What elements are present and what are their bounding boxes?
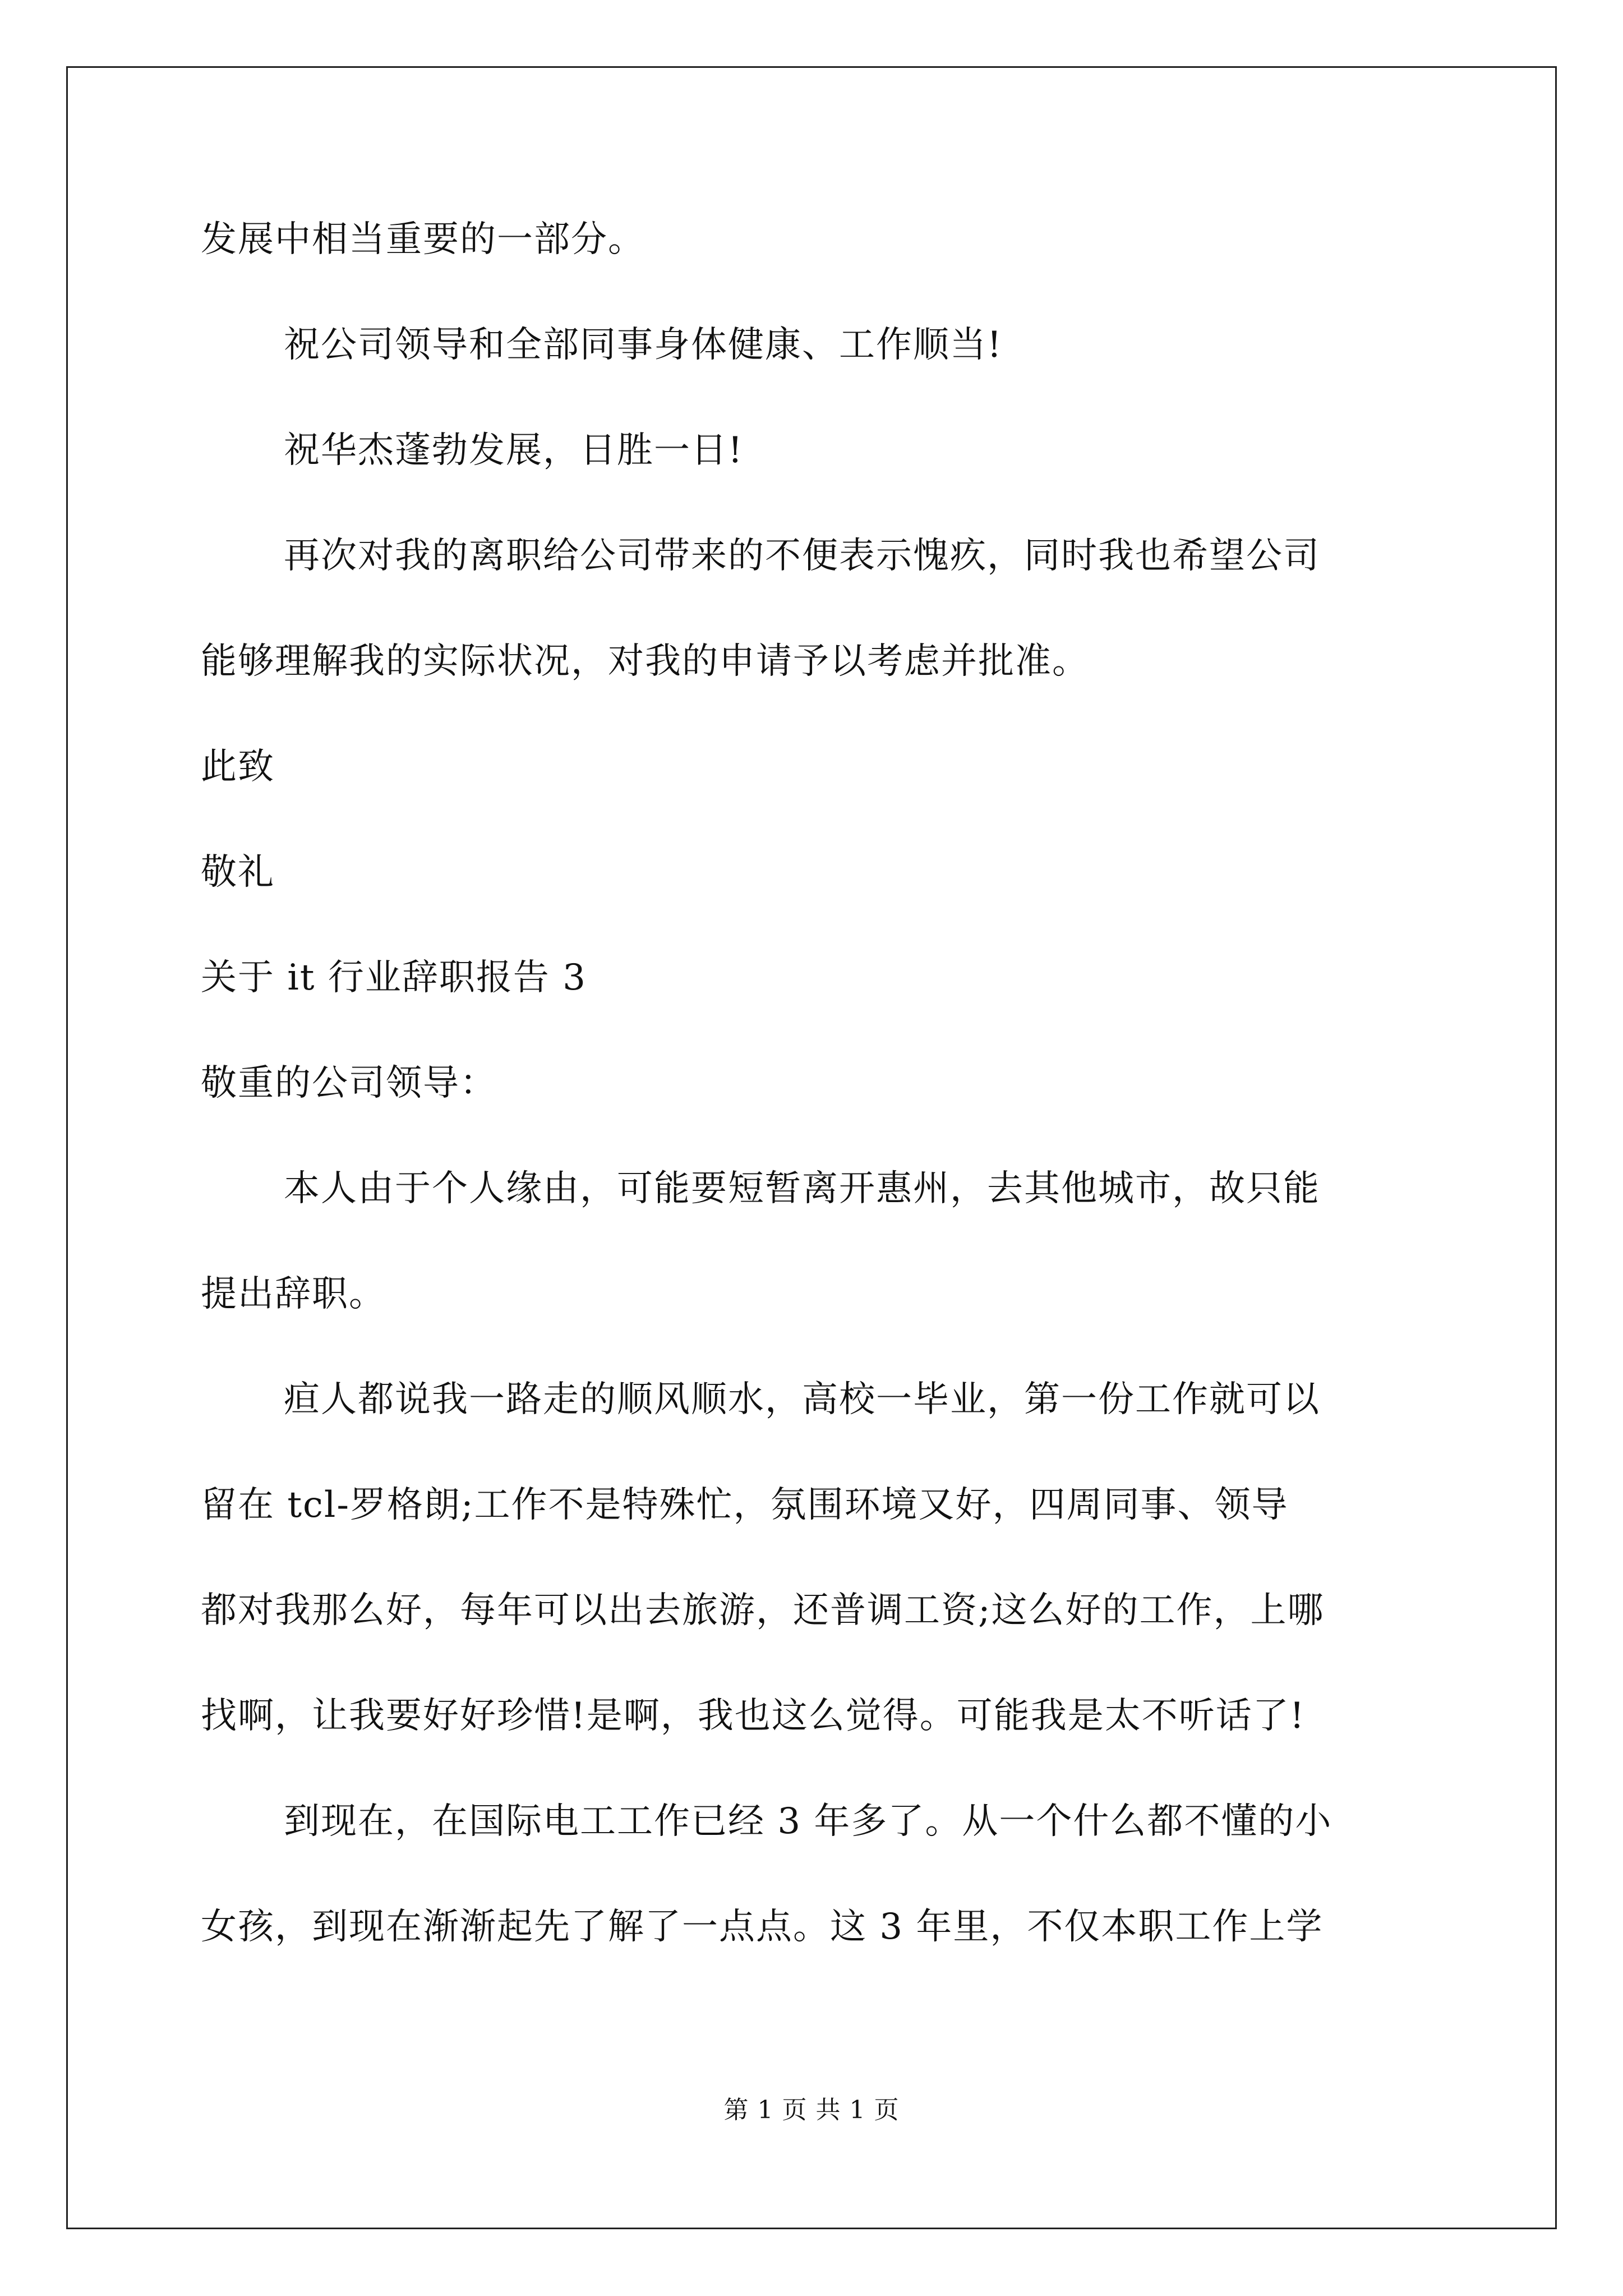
paragraph-line: 祝华杰蓬勃发展，日胜一日! <box>284 430 744 471</box>
paragraph-line: 都对我那么好，每年可以出去旅游，还普调工资;这么好的工作，上哪 <box>201 1590 1325 1631</box>
section-title: 关于 it 行业辞职报告 3 <box>201 957 587 999</box>
paragraph-line: 提出辞职。 <box>201 1273 386 1315</box>
paragraph-line: 祝公司领导和全部同事身体健康、工作顺当! <box>284 324 1003 366</box>
paragraph-line: 找啊，让我要好好珍惜!是啊，我也这么觉得。可能我是太不听话了! <box>201 1695 1306 1737</box>
page-footer: 第 1 页 共 1 页 <box>723 2096 900 2124</box>
paragraph-line: 到现在，在国际电工工作已经 3 年多了。从一个什么都不懂的小 <box>284 1801 1332 1842</box>
closing-line: 敬礼 <box>201 852 275 893</box>
salutation: 敬重的公司领导： <box>201 1062 497 1104</box>
closing-line: 此致 <box>201 746 275 788</box>
paragraph-line: 能够理解我的实际状况，对我的申请予以考虑并批准。 <box>201 641 1089 682</box>
paragraph-line: 留在 tcl-罗格朗;工作不是特殊忙，氛围环境又好，四周同事、领导 <box>201 1484 1289 1526</box>
paragraph-line: 本人由于个人缘由，可能要短暂离开惠州，去其他城市，故只能 <box>284 1168 1320 1209</box>
paragraph-line: 发展中相当重要的一部分。 <box>201 219 645 260</box>
document-body <box>201 213 1435 2006</box>
paragraph-line: 女孩，到现在渐渐起先了解了一点点。这 3 年里，不仅本职工作上学 <box>201 1906 1324 1948</box>
paragraph-line: 再次对我的离职给公司带来的不便表示愧疚，同时我也希望公司 <box>284 535 1320 577</box>
paragraph-line: 疸人都说我一路走的顺风顺水，高校一毕业，第一份工作就可以 <box>284 1379 1320 1420</box>
